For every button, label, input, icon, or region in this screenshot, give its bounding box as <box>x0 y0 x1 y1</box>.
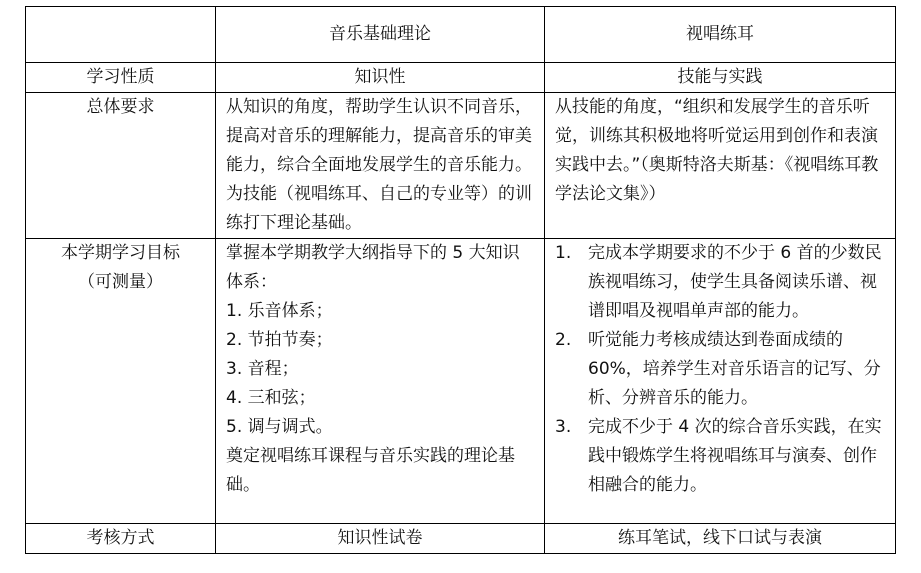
goals-item: 1. 乐音体系； <box>226 301 333 321</box>
goals-numbered-item <box>545 413 895 500</box>
header-empty-cell <box>26 7 216 63</box>
nature-solfeggio: 技能与实践 <box>545 63 896 93</box>
exam-label: 考核方式 <box>26 524 216 554</box>
goals-numbered-item <box>545 239 895 326</box>
header-music-theory: 音乐基础理论 <box>216 7 545 63</box>
item-text: 完成本学期要求的不少于 6 首的少数民族视唱练习，使学生具备阅读乐谱、视谱即唱及视唱单声部的能力。 <box>588 243 882 321</box>
exam-solfeggio: 练耳笔试，线下口试与表演 <box>545 524 896 554</box>
item-text: 听觉能力考核成绩达到卷面成绩的 60%，培养学生对音乐语言的记写、分析、分辨音乐的能力。 <box>588 330 881 408</box>
goals-music-theory <box>216 239 545 524</box>
exam-row <box>26 524 896 554</box>
requirement-solfeggio: 从技能的角度，“组织和发展学生的音乐听觉，训练其积极地将听觉运用到创作和表演实践中去。”（奥斯特洛夫斯基：《视唱练耳教学法论文集》） <box>545 93 896 239</box>
nature-label: 学习性质 <box>26 63 216 93</box>
goals-numbered-item <box>545 326 895 413</box>
item-number: 2. <box>555 330 572 350</box>
exam-music-theory: 知识性试卷 <box>216 524 545 554</box>
goals-label-line2: （可测量） <box>78 272 163 292</box>
goals-item: 2. 节拍节奏； <box>226 330 333 350</box>
comparison-table <box>25 6 896 554</box>
goals-item: 5. 调与调式。 <box>226 417 333 437</box>
goals-label-line1: 本学期学习目标 <box>61 243 180 263</box>
header-row <box>26 7 896 63</box>
goals-label <box>26 239 216 524</box>
goals-intro: 掌握本学期教学大纲指导下的 5 大知识体系： <box>226 243 520 292</box>
goals-outro: 奠定视唱练耳课程与音乐实践的理论基础。 <box>226 446 515 495</box>
goals-item: 4. 三和弦； <box>226 388 316 408</box>
requirement-music-theory: 从知识的角度，帮助学生认识不同音乐，提高对音乐的理解能力，提高音乐的审美能力，综合全面地发展学生的音乐能力。为技能（视唱练耳、自己的专业等）的训练打下理论基础。 <box>216 93 545 239</box>
header-solfeggio: 视唱练耳 <box>545 7 896 63</box>
nature-music-theory: 知识性 <box>216 63 545 93</box>
goals-solfeggio <box>545 239 896 524</box>
requirement-label: 总体要求 <box>26 93 216 239</box>
goals-row <box>26 239 896 524</box>
goals-item: 3. 音程； <box>226 359 299 379</box>
item-text: 完成不少于 4 次的综合音乐实践，在实践中锻炼学生将视唱练耳与演奏、创作相融合的能力。 <box>588 417 882 495</box>
item-number: 1. <box>555 243 572 263</box>
requirement-row <box>26 93 896 239</box>
item-number: 3. <box>555 417 572 437</box>
nature-row <box>26 63 896 93</box>
